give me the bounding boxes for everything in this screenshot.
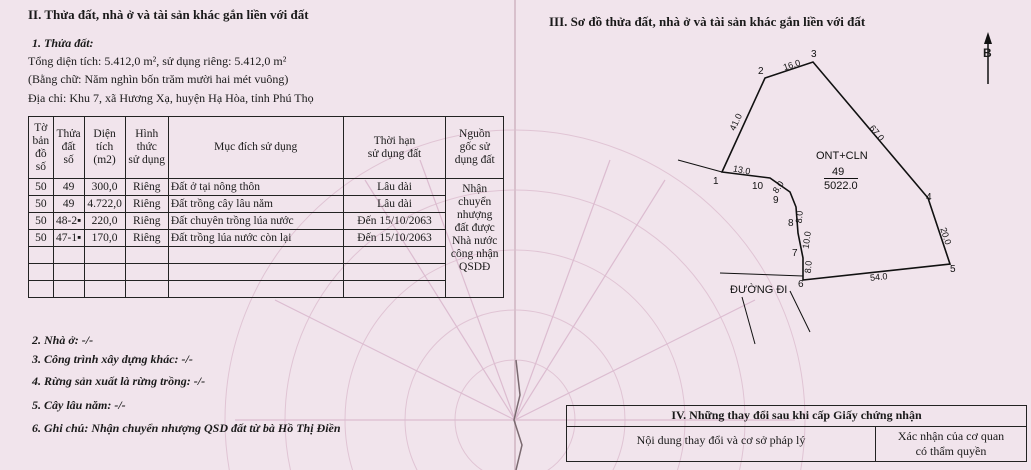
land-heading: 1. Thửa đất: <box>32 36 94 50</box>
vertex-9: 9 <box>773 195 779 206</box>
parcel-label-area: 5022.0 <box>824 180 858 192</box>
vertex-5: 5 <box>950 264 956 275</box>
edge-5-6: 54.0 <box>869 271 889 283</box>
vertex-7: 7 <box>792 248 798 259</box>
table-row: 50 48-2▪ 220,0 Riêng Đất chuyên trồng lúa nước Đến 15/10/2063 <box>29 213 504 230</box>
item-construction: 3. Công trình xây dựng khác: -/- <box>32 352 193 366</box>
vertex-2: 2 <box>758 66 764 77</box>
parcel-label-type: ONT+CLN <box>816 150 868 162</box>
area-words: (Bằng chữ: Năm nghìn bốn trăm mười hai mét vuông) <box>28 72 289 86</box>
edge-9-10: 8.0 <box>770 179 786 195</box>
header-purpose: Mục đích sử dụng <box>168 117 343 179</box>
vertex-4: 4 <box>926 192 932 203</box>
vertex-8: 8 <box>788 218 794 229</box>
table-row: 50 49 300,0 Riêng Đất ở tại nông thôn Lâu dài Nhận chuyển nhượng đất được Nhà nước công nhận QSDĐ <box>29 179 504 196</box>
edge-3-4: 67.0 <box>867 123 887 143</box>
changes-table <box>566 405 1027 462</box>
header-sheet: Tờ bản đồ số <box>29 117 54 179</box>
item-perennial: 5. Cây lâu năm: -/- <box>32 398 126 412</box>
header-area: Diện tích (m2) <box>84 117 125 179</box>
header-origin: Nguồn gốc sử dụng đất <box>446 117 504 179</box>
north-label: B <box>983 46 992 60</box>
area-line: Tổng diện tích: 5.412,0 m², sử dụng riêng: 5.412,0 m² <box>28 54 287 68</box>
edge-6-7: 8.0 <box>802 260 814 274</box>
item-house: 2. Nhà ở: -/- <box>32 333 94 347</box>
edge-2-3: 16.0 <box>781 57 802 73</box>
header-term: Thời hạn sử dụng đất <box>343 117 446 179</box>
changes-col-content: Nội dung thay đổi và cơ sở pháp lý <box>567 427 876 462</box>
road-label: ĐƯỜNG ĐI <box>730 284 788 296</box>
edge-8-9: 8.0 <box>793 210 805 224</box>
vertex-10: 10 <box>752 181 764 192</box>
section-4-title: IV. Những thay đổi sau khi cấp Giấy chứng nhận <box>567 406 1027 427</box>
vertex-3: 3 <box>811 49 817 60</box>
edge-1-2: 41.0 <box>727 111 745 133</box>
changes-col-confirmation: Xác nhận của cơ quan có thẩm quyền <box>876 427 1027 462</box>
parcel-label-divider <box>824 178 858 179</box>
origin-cell: Nhận chuyển nhượng đất được Nhà nước công nhận QSDĐ <box>446 179 504 298</box>
vertex-6: 6 <box>798 279 804 290</box>
edge-10-1: 13.0 <box>732 163 752 177</box>
header-parcel: Thửa đất số <box>53 117 84 179</box>
vertex-1: 1 <box>713 176 719 187</box>
edge-7-8: 10.0 <box>800 230 813 250</box>
header-form: Hình thức sử dụng <box>125 117 168 179</box>
item-note: 6. Ghi chú: Nhận chuyển nhượng QSD đất từ bà Hồ Thị Điền <box>32 421 341 435</box>
table-row: 50 49 4.722,0 Riêng Đất trồng cây lâu năm Lâu dài <box>29 196 504 213</box>
address: Địa chỉ: Khu 7, xã Hương Xạ, huyện Hạ Hòa, tỉnh Phú Thọ <box>28 91 314 105</box>
item-forest: 4. Rừng sản xuất là rừng trồng: -/- <box>32 374 206 388</box>
section-3-title: III. Sơ đồ thửa đất, nhà ở và tài sản khác gắn liền với đất <box>549 14 866 29</box>
edge-4-5: 20.0 <box>938 226 954 246</box>
parcel-label-number: 49 <box>832 166 845 178</box>
table-row: 50 47-1▪ 170,0 Riêng Đất trồng lúa nước còn lại Đến 15/10/2063 <box>29 230 504 247</box>
section-2-title: II. Thửa đất, nhà ở và tài sản khác gắn liền với đất <box>28 7 309 22</box>
